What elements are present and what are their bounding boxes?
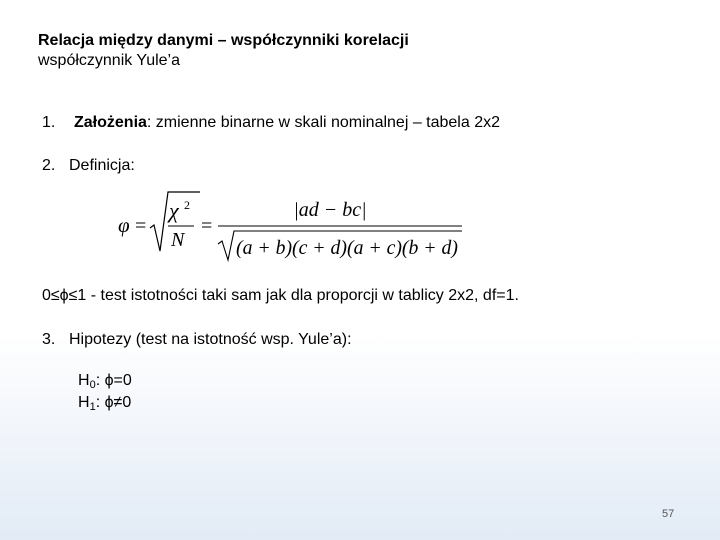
phi-range-text: 0≤ϕ≤1 - test istotności taki sam jak dla proporcji w tablicy 2x2, df=1.: [42, 287, 519, 304]
definition-label: Definicja:: [69, 157, 135, 174]
list-number: 1.: [42, 114, 56, 131]
h1-text: : ϕ≠0: [95, 394, 132, 411]
formula-equals: =: [135, 215, 147, 237]
hypotheses-label: Hipotezy (test na istotność wsp. Yule’a):: [69, 331, 352, 348]
formula-n: N: [171, 229, 185, 251]
formula-svg: [112, 188, 472, 262]
assumptions-text: : zmienne binarne w skali nominalnej – tabela 2x2: [146, 114, 500, 131]
formula-phi: φ: [118, 213, 130, 237]
hypothesis-h0: [78, 371, 132, 395]
h1-letter: H: [78, 394, 90, 411]
list-item-definition: [42, 156, 135, 176]
h0-text: : ϕ=0: [95, 372, 132, 389]
assumptions-label: Założenia: [74, 114, 147, 131]
hypothesis-h1: [78, 393, 131, 417]
yule-formula: [112, 188, 472, 267]
formula-chi-sup: 2: [184, 198, 190, 212]
formula-equals-2: =: [201, 215, 213, 237]
slide-subtitle: współczynnik Yule’a: [38, 52, 181, 69]
h0-letter: H: [78, 372, 90, 389]
list-item-assumptions: [42, 113, 500, 133]
page-number: 57: [662, 508, 675, 520]
h1-subscript: 1: [89, 401, 96, 413]
title-block: [38, 31, 409, 71]
formula-chi: χ: [169, 198, 179, 223]
h0-subscript: 0: [89, 379, 96, 391]
list-item-hypotheses: [42, 330, 352, 350]
slide-title: Relacja między danymi – współczynniki korelacji: [38, 32, 409, 49]
list-number: 2.: [42, 157, 56, 174]
list-number: 3.: [42, 331, 56, 348]
formula-denominator: (a + b)(c + d)(a + c)(b + d): [236, 237, 459, 259]
formula-numerator: |ad − bc|: [293, 199, 367, 221]
